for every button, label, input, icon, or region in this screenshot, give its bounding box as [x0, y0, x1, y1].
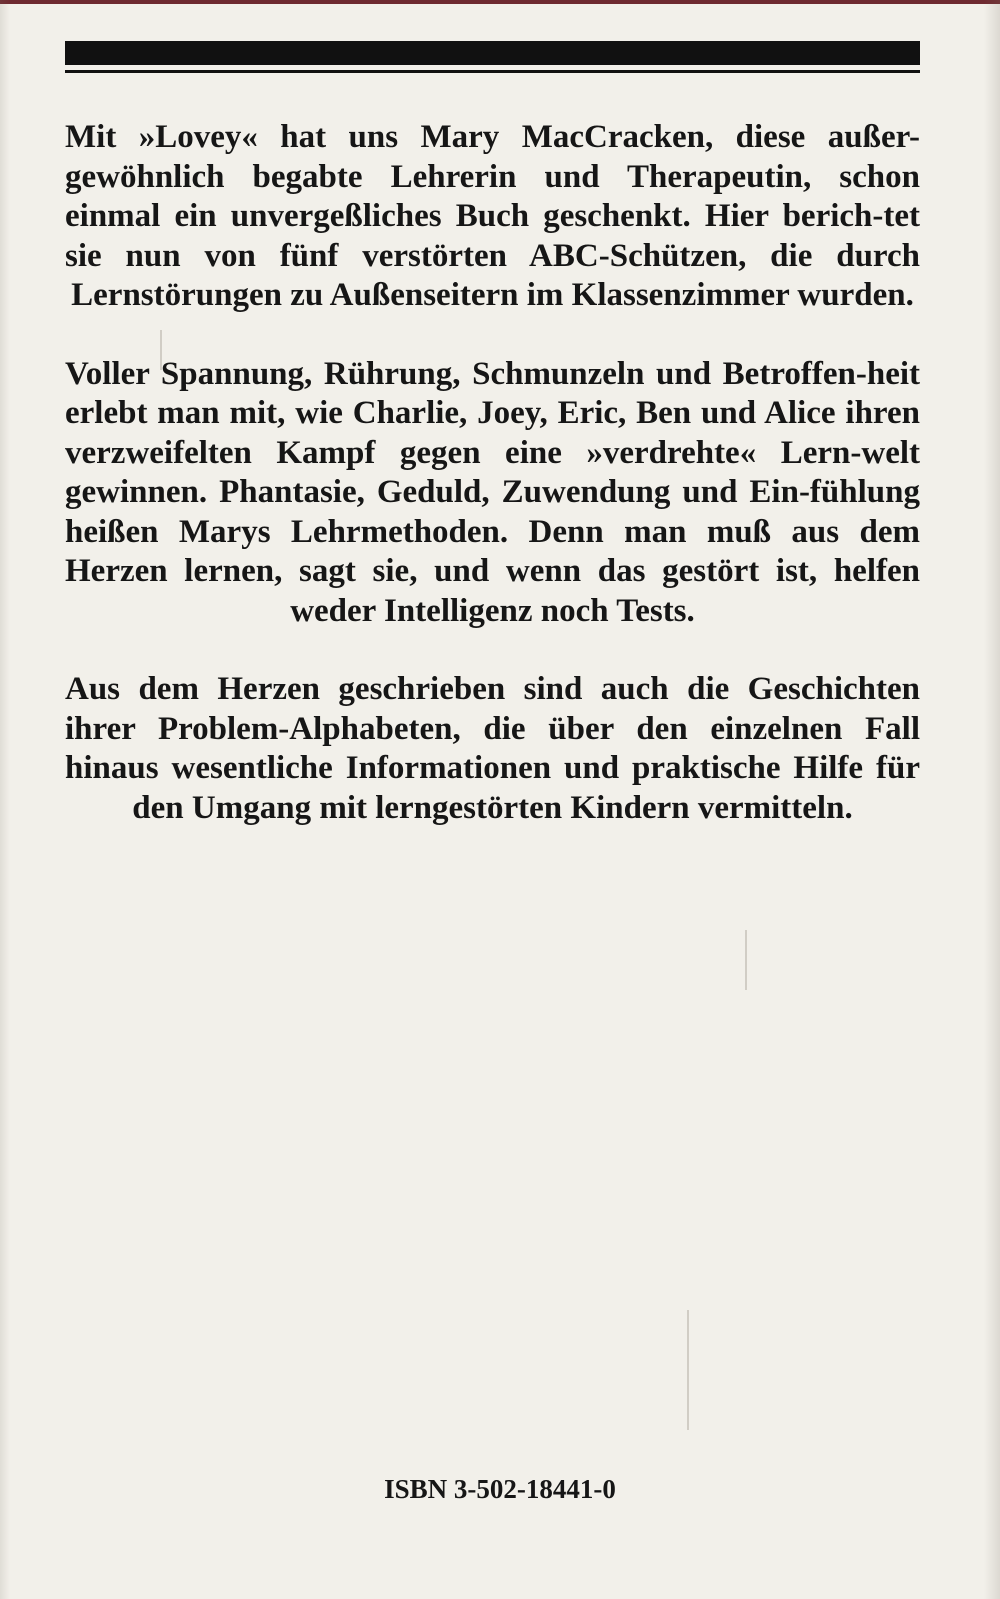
cover-top-edge [0, 0, 1000, 4]
decorative-thick-rule [65, 41, 920, 65]
paper-crease [687, 1310, 689, 1430]
paper-crease [160, 330, 162, 370]
left-edge-shadow [0, 0, 10, 1599]
isbn-number: ISBN 3-502-18441-0 [384, 1474, 616, 1504]
decorative-thin-rule [65, 70, 920, 73]
blurb-paragraph-2: Voller Spannung, Rührung, Schmunzeln und Betroffen-heit erlebt man mit, wie Charlie, Joey, Eric, Ben und Alice ihren verzweifelten Kampf gegen eine »verdrehte« Lern-welt gewinnen. Phantasie, Geduld, Zuwendung und Ein-fühlung heißen Marys Lehrmethoden. Denn man muß aus dem Herzen lernen, sagt sie, und wenn das gestört ist, helfen weder Intelligenz noch Tests. [65, 355, 920, 629]
cover-blurb [65, 118, 920, 867]
right-edge-shadow [984, 0, 1000, 1599]
blurb-paragraph-3: Aus dem Herzen geschrieben sind auch die Geschichten ihrer Problem-Alphabeten, die über den einzelnen Fall hinaus wesentliche Informationen und praktische Hilfe für den Umgang mit lerngestörten Kindern vermitteln. [65, 671, 920, 826]
blurb-paragraph-1: Mit »Lovey« hat uns Mary MacCracken, diese außer-gewöhnlich begabte Lehrerin und Therapeutin, schon einmal ein unvergeßliches Buch geschenkt. Hier berich-tet sie nun von fünf verstörten ABC-Schützen, die durch Lernstörungen zu Außenseitern im Klassenzimmer wurden. [65, 119, 920, 313]
paper-crease [745, 930, 747, 990]
